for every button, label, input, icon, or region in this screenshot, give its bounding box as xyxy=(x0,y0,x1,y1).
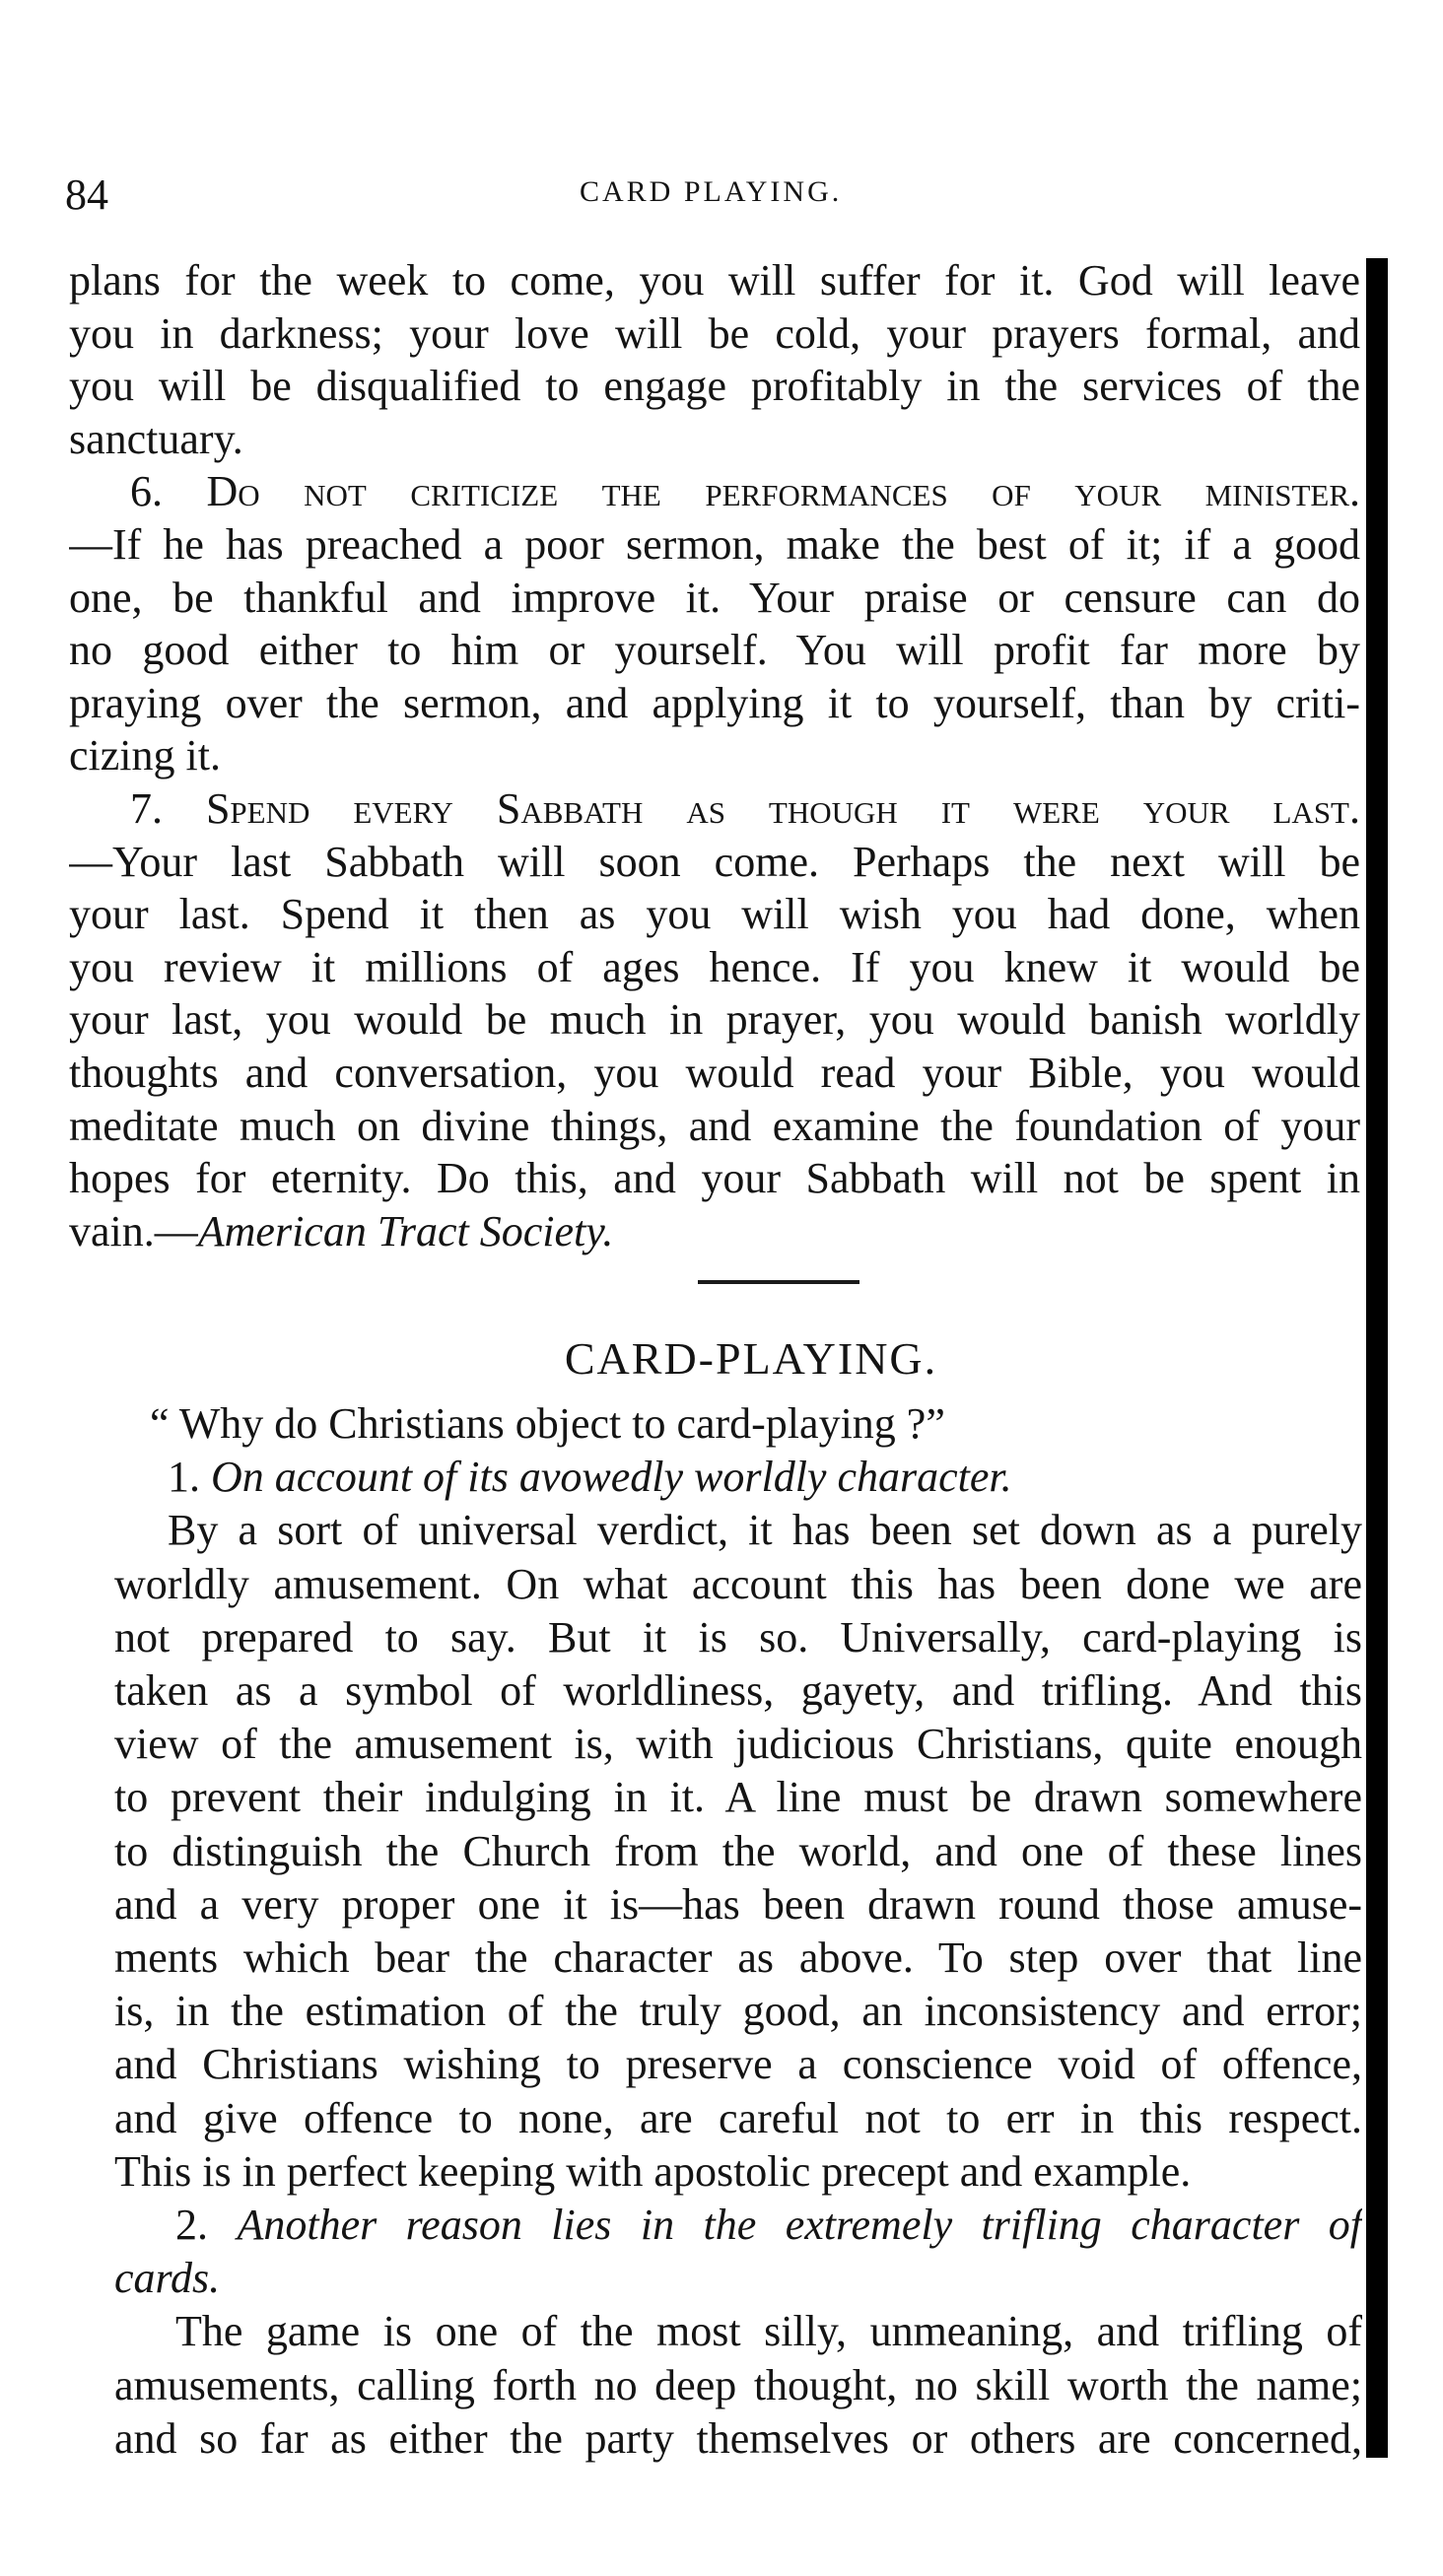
item-number: 7. xyxy=(130,783,163,833)
text-line: and a very proper one it is—has been drawn round those amuse- xyxy=(114,1879,1362,1929)
section-title-text: CARD-PLAYING. xyxy=(564,1333,938,1384)
page-number: 84 xyxy=(65,170,108,219)
text-line: plans for the week to come, you will suffer for it. God will leave xyxy=(69,256,1360,305)
text-line: you review it millions of ages hence. If you knew it would be xyxy=(69,942,1360,991)
text-line: This is in perfect keeping with apostolic precept and example. xyxy=(114,2146,1192,2196)
text-line: —If he has preached a poor sermon, make the best of it; if a good xyxy=(69,519,1360,569)
text-line: meditate much on divine things, and examine the foundation of your xyxy=(69,1101,1360,1150)
item-title: Do not criticize the performances of your minister. xyxy=(206,467,1360,516)
text-line: praying over the sermon, and applying it to yourself, than by criti- xyxy=(69,678,1360,727)
running-head: CARD PLAYING. xyxy=(580,175,843,208)
section-title xyxy=(0,1332,1443,1385)
text-line: worldly amusement. On what account this has been done we are xyxy=(114,1559,1362,1608)
point-number: 1. xyxy=(168,1453,200,1502)
text-line: By a sort of universal verdict, it has been set down as a purely xyxy=(168,1506,1362,1555)
text-line: and give offence to none, are careful not to err in this respect. xyxy=(114,2093,1362,2142)
point-title: Another reason lies in the extremely trifling character of xyxy=(237,2201,1362,2250)
point-2-heading xyxy=(114,2199,1362,2252)
point-title: On account of its avowedly worldly character. xyxy=(211,1453,1012,1502)
text-line: to prevent their indulging in it. A line must be drawn somewhere xyxy=(114,1773,1362,1822)
text-line: your last, you would be much in prayer, you would banish worldly xyxy=(69,995,1360,1045)
upper-text-block xyxy=(69,254,1360,1257)
text-line: and Christians wishing to preserve a conscience void of offence, xyxy=(114,2040,1362,2089)
text-line: you in darkness; your love will be cold, your prayers formal, and xyxy=(69,308,1360,358)
text-line: amusements, calling forth no deep thought, no skill worth the name; xyxy=(114,2360,1362,2409)
point-number: 2. xyxy=(175,2201,208,2250)
point-2-heading-continued: cards. xyxy=(114,2254,221,2303)
text-line: no good either to him or yourself. You will profit far more by xyxy=(69,626,1360,675)
text-line: sanctuary. xyxy=(69,414,243,463)
section-divider xyxy=(698,1280,859,1284)
item-title: Spend every Sabbath as though it were your last. xyxy=(205,783,1360,833)
text-line: ments which bear the character as above. To step over that line xyxy=(114,1933,1362,1983)
text-line: and so far as either the party themselves or others are concerned, xyxy=(114,2413,1362,2463)
text-line: taken as a symbol of worldliness, gayety, and trifling. And this xyxy=(114,1666,1362,1716)
text-line: thoughts and conversation, you would read your Bible, you would xyxy=(69,1048,1360,1097)
item-6-heading xyxy=(69,465,1360,518)
text-line: your last. Spend it then as you will wish you had done, when xyxy=(69,890,1360,939)
text-line: view of the amusement is, with judicious Christians, quite enough xyxy=(114,1720,1362,1769)
text-line: one, be thankful and improve it. Your praise or censure can do xyxy=(69,573,1360,622)
opening-question: “ Why do Christians object to card-playing ?” xyxy=(150,1399,945,1448)
text-line: The game is one of the most silly, unmeaning, and trifling of xyxy=(175,2307,1362,2356)
closing-text: vain.— xyxy=(69,1206,198,1255)
text-line: not prepared to say. But it is so. Universally, card-playing is xyxy=(114,1612,1362,1661)
text-line: hopes for eternity. Do this, and your Sabbath will not be spent in xyxy=(69,1154,1360,1203)
text-line: to distinguish the Church from the world, and one of these lines xyxy=(114,1826,1362,1875)
item-number: 6. xyxy=(130,467,163,516)
card-playing-section xyxy=(114,1397,1362,2466)
text-line: is, in the estimation of the truly good, an inconsistency and error; xyxy=(114,1987,1362,2036)
item-7-heading xyxy=(69,782,1360,836)
text-line: —Your last Sabbath will soon come. Perhaps the next will be xyxy=(69,837,1360,886)
text-line xyxy=(69,1205,1360,1258)
text-line: cizing it. xyxy=(69,731,221,780)
point-1-heading xyxy=(114,1451,1362,1504)
attribution: American Tract Society. xyxy=(197,1206,614,1255)
text-line: you will be disqualified to engage profitably in the services of the xyxy=(69,362,1360,411)
